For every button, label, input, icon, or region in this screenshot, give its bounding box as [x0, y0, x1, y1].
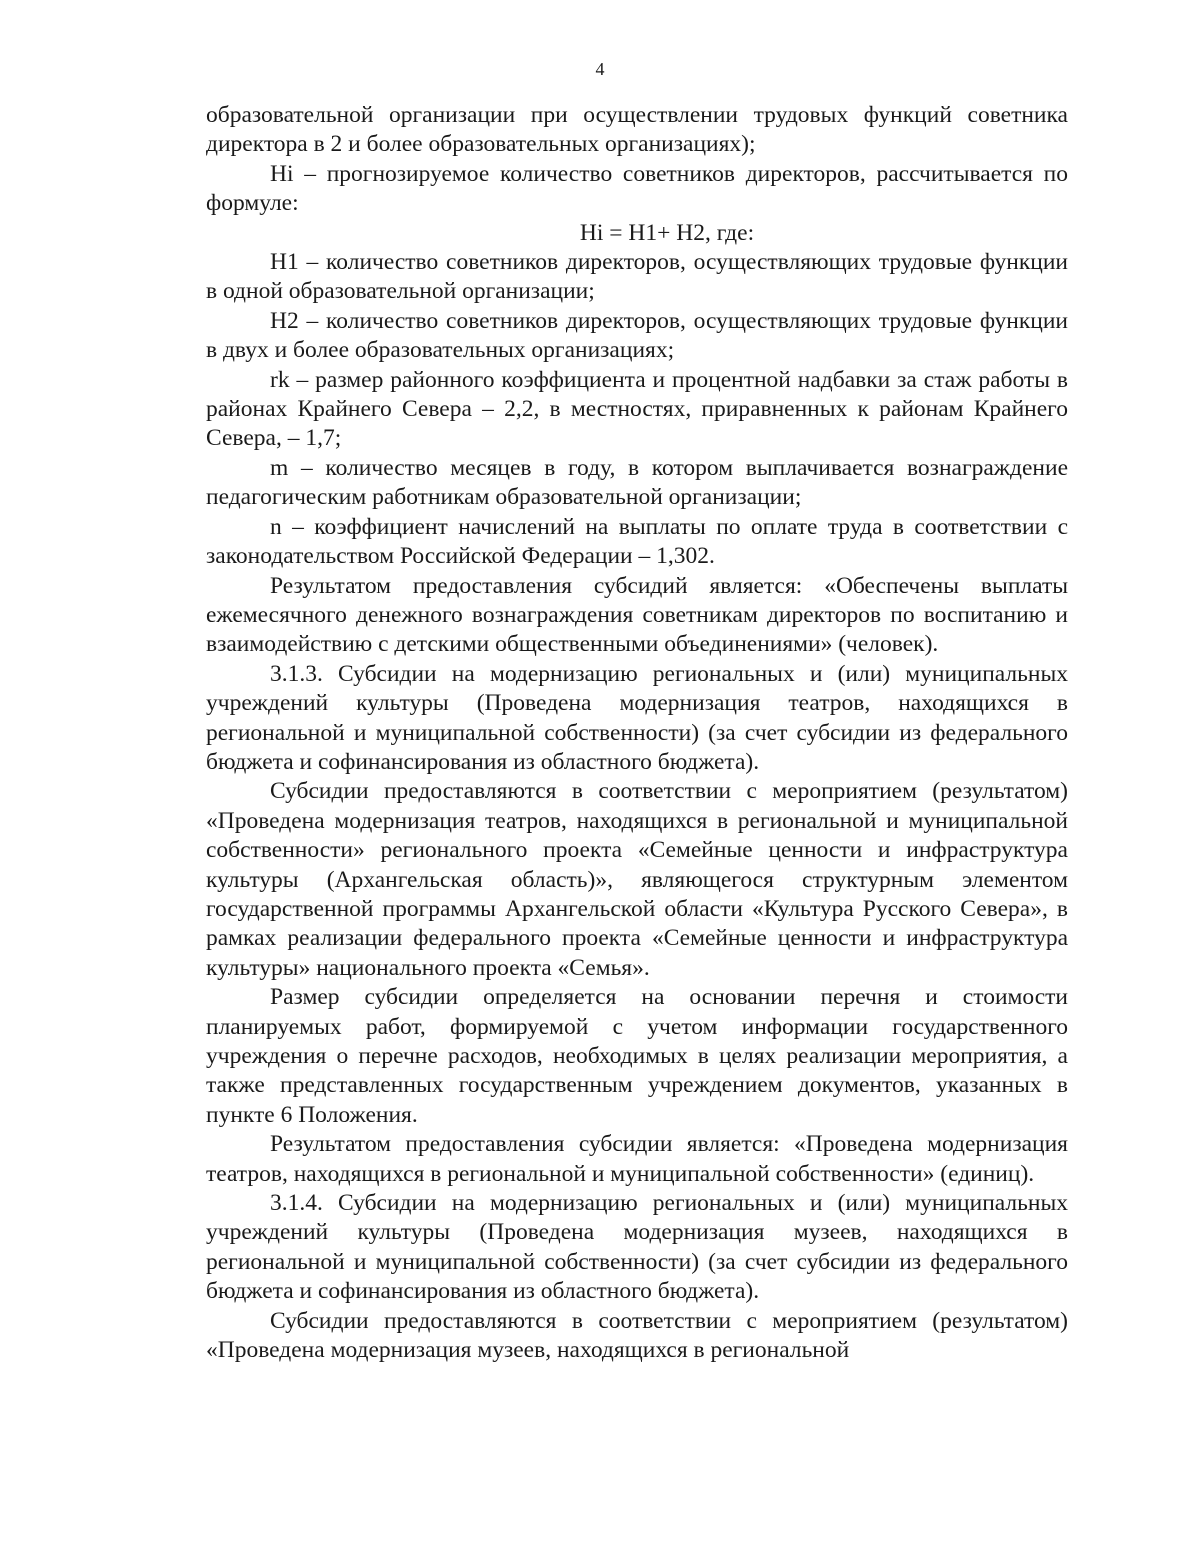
- paragraph-theatres-provision: Субсидии предоставляются в соответствии с мероприятием (результатом) «Проведена модернизация театров, находящихся в региональной и муниципальной собственности» регионального проекта «Семейные ценности и инфраструктура культуры (Архангельская область)», являющегося структурным элементом государственной программы Архангельской области «Культура Русского Севера», в рамках реализации федерального проекта «Семейные ценности и инфраструктура культуры» национального проекта «Семья».: [206, 778, 1068, 981]
- paragraph-result-theatres: Результатом предоставления субсидии является: «Проведена модернизация театров, находящихся в региональной и муниципальной собственности» (единиц).: [206, 1131, 1068, 1187]
- paragraph-subsidy-size: Размер субсидии определяется на основании перечня и стоимости планируемых работ, формируемой с учетом информации государственного учреждения о перечне расходов, необходимых в целях реализации мероприятия, а также представленных государственным учреждением документов, указанных в пункте 6 Положения.: [206, 984, 1068, 1128]
- paragraph-h2-definition: H2 – количество советников директоров, осуществляющих трудовые функции в двух и более образовательных организациях;: [206, 307, 1068, 364]
- paragraph-rk-definition: rk – размер районного коэффициента и процентной надбавки за стаж работы в районах Крайнего Севера – 2,2, в местностях, приравненных к районам Крайнего Севера, – 1,7;: [206, 366, 1068, 452]
- section-3-1-3-heading: 3.1.3. Субсидии на модернизацию региональных и (или) муниципальных учреждений культуры (Проведена модернизация театров, находящихся в региональной и муниципальной собственности) (за счет субсидии из федерального бюджета и софинансирования из областного бюджета).: [206, 660, 1068, 775]
- paragraph-continuation: образовательной организации при осуществлении трудовых функций советника директора в 2 и более образовательных организациях);: [206, 102, 1068, 158]
- paragraph-result-subsidies: Результатом предоставления субсидий является: «Обеспечены выплаты ежемесячного денежного вознаграждения советникам директоров по воспитанию и взаимодействию с детскими общественными объединениями» (человек).: [206, 572, 1068, 658]
- paragraph-hi-definition: Hi – прогнозируемое количество советников директоров, рассчитывается по формуле:: [206, 160, 1068, 217]
- paragraph-m-definition: m – количество месяцев в году, в котором выплачивается вознаграждение педагогическим работникам образовательной организации;: [206, 454, 1068, 511]
- document-body: [206, 101, 1068, 1365]
- page-number: 4: [595, 59, 605, 79]
- formula-hi: Hi = H1+ H2, где:: [579, 219, 755, 246]
- paragraph-h1-definition: H1 – количество советников директоров, осуществляющих трудовые функции в одной образовательной организации;: [206, 249, 1068, 305]
- paragraph-museums-provision: Субсидии предоставляются в соответствии с мероприятием (результатом) «Проведена модернизация музеев, находящихся в региональной: [206, 1307, 1068, 1364]
- section-3-1-4-heading: 3.1.4. Субсидии на модернизацию региональных и (или) муниципальных учреждений культуры (Проведена модернизация музеев, находящихся в региональной и муниципальной собственности) (за счет субсидии из федерального бюджета и софинансирования из областного бюджета).: [206, 1190, 1068, 1305]
- paragraph-n-definition: n – коэффициент начислений на выплаты по оплате труда в соответствии с законодательством Российской Федерации – 1,302.: [206, 513, 1068, 570]
